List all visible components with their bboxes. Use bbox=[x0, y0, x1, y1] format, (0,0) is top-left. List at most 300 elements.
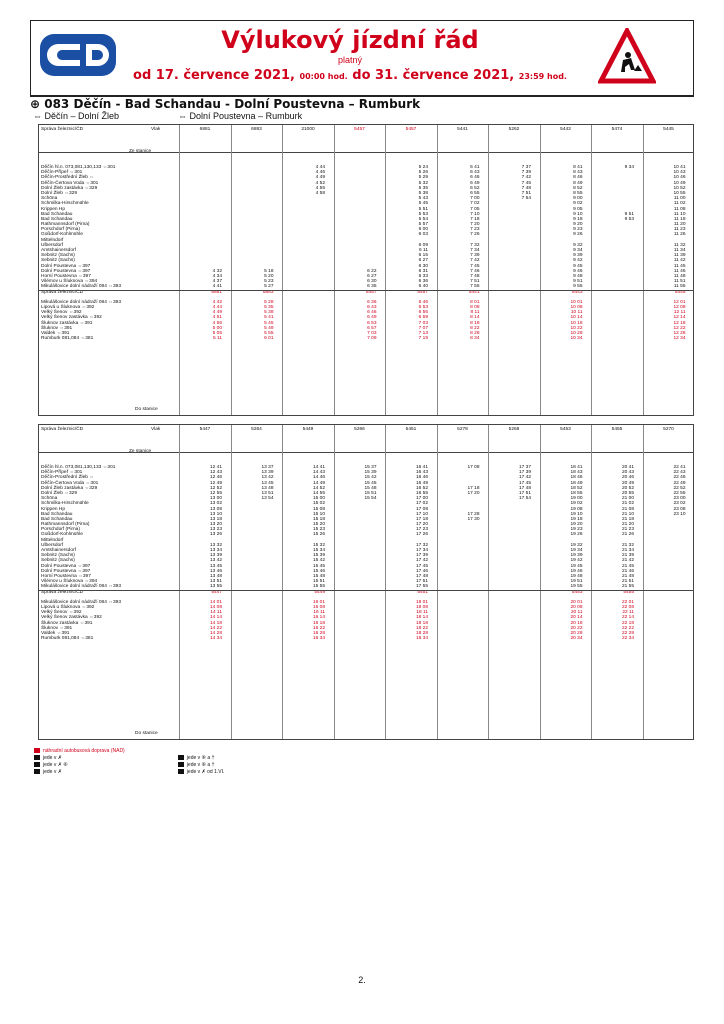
departure-time: 14 49 bbox=[312, 480, 325, 486]
departure-time: 4 32 bbox=[212, 268, 222, 274]
departure-time: 8 49 bbox=[573, 180, 583, 186]
departure-time: 5447 bbox=[211, 589, 222, 595]
train-number: 6883 bbox=[251, 127, 262, 132]
departure-time: 5 55 bbox=[264, 331, 274, 336]
departure-time: 7 32 bbox=[470, 242, 480, 248]
departure-time: 9 32 bbox=[573, 242, 583, 248]
departure-time: 4 46 bbox=[315, 170, 325, 176]
departure-time: 16 46 bbox=[415, 475, 428, 481]
departure-time: 16 28 bbox=[312, 631, 325, 636]
departure-time: 17 20 bbox=[415, 522, 428, 528]
station-name: Dolní Poustevna ⇔397 bbox=[41, 263, 91, 269]
departure-time: 4 41 bbox=[212, 284, 222, 290]
departure-time: 5 45 bbox=[264, 320, 274, 326]
station-name: Mikulášovice dolní nádraží 084 ⇔393 bbox=[41, 284, 121, 290]
station-name: Mikulášovice dolní nádraží 084 ⇔393 bbox=[41, 599, 121, 605]
departure-time: 6 40 bbox=[418, 284, 428, 290]
departure-time: 18 28 bbox=[415, 631, 428, 636]
legend: náhradní autobusová doprava (NAD) jede v ✗ jede v ✗ ⑥ jede v ✗ jede v ⑥ a † jede v ⑥ a † jede v ✗ od 1.VI. bbox=[34, 748, 224, 776]
departure-time: 14 14 bbox=[209, 615, 222, 621]
departure-time: 9 46 bbox=[573, 268, 583, 274]
departure-time: 19 39 bbox=[570, 553, 583, 559]
departure-time: 5445 bbox=[674, 289, 686, 295]
departure-time: 9 34 bbox=[624, 165, 634, 170]
from-station-label: Ze stanice bbox=[129, 449, 152, 454]
departure-time: 15 54 bbox=[364, 496, 377, 502]
to-station-label: Do stanice bbox=[135, 407, 158, 412]
departure-time: 7 03 bbox=[418, 320, 428, 326]
station-name: Bad Schandau bbox=[41, 216, 73, 222]
section-divider bbox=[39, 290, 693, 291]
route-sub-2: ⇔ Dolní Poustevna – Rumburk bbox=[178, 111, 303, 121]
train-number: 5474 bbox=[611, 127, 623, 132]
departure-time: 13 18 bbox=[209, 516, 222, 522]
departure-time: 4 44 bbox=[212, 305, 222, 311]
station-list bbox=[39, 165, 179, 341]
departure-time: 17 45 bbox=[415, 563, 428, 569]
departure-time: 16 22 bbox=[312, 625, 325, 631]
departure-time: 11 26 bbox=[673, 232, 686, 238]
departure-time: 22 08 bbox=[621, 605, 634, 611]
departure-time: 18 43 bbox=[570, 470, 583, 476]
departure-time: 21 32 bbox=[621, 542, 634, 548]
departure-time: 4 51 bbox=[212, 315, 222, 321]
departure-time: 19 34 bbox=[570, 548, 583, 553]
departure-time: 5 11 bbox=[213, 336, 222, 342]
station-name: Šluknov ⇔391 bbox=[41, 625, 73, 631]
departure-time: 15 10 bbox=[312, 511, 325, 517]
station-name: Porschdorf (Pirna) bbox=[41, 227, 80, 233]
departure-time: 15 48 bbox=[312, 573, 325, 579]
departure-time: 14 43 bbox=[312, 470, 325, 476]
station-name: Správa železnic/ČD bbox=[41, 589, 84, 595]
validity-dates: od 17. července 2021, 00:00 hod. do 31. července 2021, 23:59 hod. bbox=[133, 68, 567, 83]
station-name: Sebnitz (Sachs) bbox=[41, 258, 75, 264]
column-divider bbox=[179, 125, 180, 415]
departure-time: 13 37 bbox=[261, 465, 274, 470]
departure-time: 11 23 bbox=[673, 227, 686, 233]
departure-time: 11 18 bbox=[673, 216, 686, 222]
column-divider bbox=[591, 125, 592, 415]
column-divider bbox=[179, 425, 180, 739]
departure-time: 17 34 bbox=[415, 548, 428, 553]
column-divider bbox=[488, 125, 489, 415]
departure-time: 14 22 bbox=[209, 625, 222, 631]
departure-time: 21 34 bbox=[621, 548, 634, 553]
station-name: Amtshainersdorf bbox=[41, 248, 76, 253]
departure-time: 12 41 bbox=[209, 465, 222, 470]
station-name: Ulbersdorf bbox=[41, 242, 64, 248]
departure-time: 15 51 bbox=[364, 490, 377, 496]
departure-time: 7 46 bbox=[470, 268, 480, 274]
departure-time: 9 18 bbox=[573, 216, 583, 222]
departure-time: 6 31 bbox=[418, 268, 428, 274]
departure-time: 5443 bbox=[571, 289, 583, 295]
departure-time: 16 43 bbox=[415, 470, 428, 476]
departure-time: 17 30 bbox=[467, 516, 480, 522]
station-name: Amtshainersdorf bbox=[41, 548, 76, 553]
departure-time: 10 28 bbox=[570, 331, 583, 336]
departure-time: 21 46 bbox=[621, 568, 634, 574]
departure-time: 22 28 bbox=[621, 631, 634, 636]
time-column bbox=[546, 465, 586, 641]
departure-time: 13 32 bbox=[209, 542, 222, 548]
departure-time: 7 45 bbox=[521, 180, 531, 186]
departure-time: 5 35 bbox=[418, 185, 428, 191]
column-divider bbox=[282, 425, 283, 739]
departure-time: 4 34 bbox=[212, 273, 222, 279]
departure-time: 6 55 bbox=[470, 190, 480, 196]
departure-time: 17 08 bbox=[467, 465, 480, 470]
departure-time: 15 18 bbox=[312, 516, 325, 522]
station-name: Šluknov ⇔391 bbox=[41, 325, 73, 331]
departure-time: 21 08 bbox=[621, 506, 634, 512]
departure-time: 19 08 bbox=[570, 506, 583, 512]
station-name: Krippen Hp bbox=[41, 506, 65, 512]
departure-time: 7 07 bbox=[418, 325, 428, 331]
train-number: 5266 bbox=[354, 427, 365, 432]
departure-time: 5451 bbox=[417, 589, 428, 595]
departure-time: 22 01 bbox=[621, 599, 634, 605]
departure-time: 18 49 bbox=[570, 480, 583, 486]
departure-time: 17 02 bbox=[415, 501, 428, 507]
time-column bbox=[494, 465, 534, 641]
departure-time: 22 43 bbox=[673, 470, 686, 476]
departure-time: 5 23 bbox=[264, 279, 274, 285]
departure-time: 10 14 bbox=[570, 315, 583, 321]
station-name: Velký Šenov zastávka ⇔392 bbox=[41, 615, 102, 621]
departure-time: 17 39 bbox=[415, 553, 428, 559]
departure-time: 13 20 bbox=[209, 522, 222, 528]
departure-time: 5 35 bbox=[264, 305, 274, 311]
train-number: 5455 bbox=[611, 427, 623, 432]
departure-time: 14 11 bbox=[210, 610, 222, 616]
departure-time: 6 43 bbox=[470, 170, 480, 176]
departure-time: 6 56 bbox=[418, 310, 428, 316]
departure-time: 7 45 bbox=[470, 263, 480, 269]
cd-logo-icon bbox=[38, 30, 118, 80]
departure-time: 10 49 bbox=[673, 180, 686, 186]
departure-time: 16 18 bbox=[312, 620, 325, 626]
departure-time: 19 46 bbox=[570, 568, 583, 574]
departure-time: 18 22 bbox=[415, 625, 428, 631]
departure-time: 9 10 bbox=[573, 211, 583, 217]
station-name: Rumburk 081,084 ⇔381 bbox=[41, 336, 94, 342]
departure-time: 4 49 bbox=[315, 175, 325, 181]
station-name: Porschdorf (Pirna) bbox=[41, 527, 80, 533]
departure-time: 5 24 bbox=[418, 165, 428, 170]
departure-time: 18 14 bbox=[415, 615, 428, 621]
departure-time: 13 51 bbox=[209, 579, 222, 585]
departure-time: 7 39 bbox=[521, 170, 531, 176]
station-name: Dolní Žleb zastávka ⇔329 bbox=[41, 185, 98, 191]
departure-time: 20 43 bbox=[621, 470, 634, 476]
departure-time: 5449 bbox=[314, 589, 325, 595]
departure-time: 23 08 bbox=[673, 506, 686, 512]
departure-time: 15 42 bbox=[312, 558, 325, 564]
train-number: 5264 bbox=[251, 427, 262, 432]
departure-time: 13 55 bbox=[209, 584, 222, 590]
station-name: Valdek ⇔391 bbox=[41, 331, 70, 336]
departure-time: 16 11 bbox=[313, 610, 325, 616]
from-station-label: Ze stanice bbox=[129, 149, 152, 154]
station-name: Velký Šenov zastávka ⇔392 bbox=[41, 315, 102, 321]
departure-time: 5 05 bbox=[212, 331, 222, 336]
time-column bbox=[649, 165, 689, 341]
train-label: Vlak bbox=[151, 127, 161, 132]
departure-time: 13 23 bbox=[209, 527, 222, 533]
departure-time: 8 18 bbox=[470, 320, 480, 326]
departure-time: 21 00 bbox=[621, 496, 634, 502]
departure-time: 7 42 bbox=[470, 258, 480, 264]
departure-time: 17 08 bbox=[415, 506, 428, 512]
departure-time: 7 48 bbox=[470, 273, 480, 279]
departure-time: 13 02 bbox=[209, 501, 222, 507]
departure-time: 21 10 bbox=[621, 511, 634, 517]
departure-time bbox=[649, 636, 686, 641]
departure-time: 5441 bbox=[468, 289, 480, 295]
station-name: Šluknov zastávka ⇔391 bbox=[41, 320, 93, 326]
station-name: Schmilka-Hirschmühle bbox=[41, 201, 89, 207]
time-column bbox=[185, 165, 225, 341]
departure-time: 9 20 bbox=[573, 222, 583, 228]
time-column bbox=[391, 465, 431, 641]
departure-time: 9 39 bbox=[573, 253, 583, 259]
train-number: 5449 bbox=[302, 427, 314, 432]
departure-time: 22 11 bbox=[622, 610, 634, 616]
departure-time: 8 41 bbox=[573, 165, 583, 170]
departure-time: 4 55 bbox=[315, 185, 325, 191]
departure-time: 15 39 bbox=[312, 553, 325, 559]
departure-time: 11 55 bbox=[673, 284, 686, 290]
departure-time: 11 46 bbox=[673, 268, 686, 274]
time-column bbox=[649, 465, 689, 641]
departure-time: 17 26 bbox=[415, 532, 428, 538]
departure-time: 13 42 bbox=[209, 558, 222, 564]
departure-time: 13 54 bbox=[261, 496, 274, 502]
train-number: 5447 bbox=[199, 427, 211, 432]
column-divider bbox=[540, 425, 541, 739]
departure-time: 22 14 bbox=[621, 615, 634, 621]
departure-time: 19 20 bbox=[570, 522, 583, 528]
departure-time: 17 32 bbox=[415, 542, 428, 548]
departure-time: 12 18 bbox=[673, 320, 686, 326]
departure-time: 5457 bbox=[365, 289, 377, 295]
departure-time: 22 18 bbox=[621, 620, 634, 626]
departure-time: 5 38 bbox=[264, 310, 274, 316]
departure-time: 4 49 bbox=[212, 310, 222, 316]
departure-time: 20 49 bbox=[621, 480, 634, 486]
departure-time: 7 51 bbox=[521, 190, 531, 196]
station-name: Rathmannsdorf (Pirna) bbox=[41, 222, 90, 228]
departure-time: 5 45 bbox=[418, 201, 428, 207]
departure-time: 7 05 bbox=[470, 206, 480, 212]
departure-time: 16 55 bbox=[415, 490, 428, 496]
train-number: 5441 bbox=[457, 127, 468, 132]
departure-time: 17 10 bbox=[415, 511, 428, 517]
departure-time: 15 39 bbox=[364, 470, 377, 476]
station-name: Schöna bbox=[41, 196, 58, 202]
departure-time: 5 20 bbox=[264, 273, 274, 279]
station-name: Sebnitz (Sachs) bbox=[41, 553, 75, 559]
departure-time: 7 09 bbox=[367, 336, 377, 342]
departure-time: 23 00 bbox=[673, 496, 686, 502]
departure-time: 20 18 bbox=[570, 620, 583, 626]
departure-time: 7 23 bbox=[470, 227, 480, 233]
station-name: Bad Schandau bbox=[41, 511, 73, 517]
route-sub-1: ⇔ Děčín – Dolní Žleb bbox=[33, 111, 120, 121]
train-number: 5457 bbox=[405, 127, 417, 132]
departure-time: 12 14 bbox=[673, 315, 686, 321]
departure-time: 14 28 bbox=[209, 631, 222, 636]
departure-time: 14 41 bbox=[312, 465, 325, 470]
departure-time: 5 54 bbox=[418, 216, 428, 222]
departure-time: 8 34 bbox=[470, 336, 480, 342]
departure-time: 8 11 bbox=[470, 310, 480, 316]
departure-time bbox=[597, 336, 634, 341]
departure-time: 6 57 bbox=[367, 325, 377, 331]
departure-time: 20 22 bbox=[570, 625, 583, 631]
departure-time: 15 02 bbox=[312, 501, 325, 507]
departure-time: 22 41 bbox=[673, 465, 686, 470]
departure-time: 5 57 bbox=[418, 222, 428, 228]
departure-time: 12 49 bbox=[209, 480, 222, 486]
departure-time: 17 42 bbox=[415, 558, 428, 564]
departure-time: 5453 bbox=[571, 589, 583, 595]
departure-time: 18 11 bbox=[416, 610, 428, 616]
departure-time: 16 41 bbox=[415, 465, 428, 470]
departure-time: 11 34 bbox=[673, 248, 686, 253]
departure-time: 5457 bbox=[417, 289, 428, 295]
departure-time: 11 48 bbox=[673, 273, 686, 279]
departure-time: 4 58 bbox=[315, 190, 325, 196]
departure-time: 7 00 bbox=[470, 196, 480, 202]
departure-time: 13 34 bbox=[209, 548, 222, 553]
departure-time: 6881 bbox=[211, 289, 222, 295]
route-heading: ⊕ 083 Děčín - Bad Schandau - Dolní Poustevna – Rumburk bbox=[30, 97, 421, 111]
column-divider bbox=[231, 125, 232, 415]
departure-time: 9 51 bbox=[573, 279, 583, 285]
departure-time: 11 00 bbox=[673, 196, 686, 202]
departure-time: 14 08 bbox=[209, 605, 222, 611]
departure-time: 15 08 bbox=[312, 506, 325, 512]
departure-time: 6 46 bbox=[470, 175, 480, 181]
departure-time: 23 02 bbox=[673, 501, 686, 507]
departure-time bbox=[494, 336, 531, 341]
departure-time: 11 51 bbox=[673, 279, 686, 285]
valid-label: platný bbox=[337, 55, 363, 65]
departure-time: 15 51 bbox=[312, 579, 325, 585]
departure-time: 10 43 bbox=[673, 170, 686, 176]
departure-time: 20 08 bbox=[570, 605, 583, 611]
departure-time: 12 11 bbox=[673, 310, 686, 316]
departure-time: 21 39 bbox=[621, 553, 634, 559]
station-name: Děčín-Přípeř ⇔301 bbox=[41, 470, 83, 476]
departure-time: 10 08 bbox=[570, 305, 583, 311]
station-name: Děčín-Čertova Voda ⇔301 bbox=[41, 180, 99, 186]
departure-time: 5 43 bbox=[418, 196, 428, 202]
departure-time: 15 48 bbox=[364, 485, 377, 491]
departure-time: 15 45 bbox=[364, 480, 377, 486]
departure-time bbox=[288, 336, 325, 341]
departure-time: 12 34 bbox=[673, 336, 686, 342]
departure-time: 19 10 bbox=[570, 511, 583, 517]
departure-time: 20 52 bbox=[621, 485, 634, 491]
departure-time: 6 41 bbox=[470, 165, 480, 170]
departure-time bbox=[237, 636, 274, 641]
departure-time: 7 37 bbox=[521, 165, 531, 170]
departure-time: 8 43 bbox=[573, 170, 583, 176]
section-divider bbox=[39, 590, 693, 591]
departure-time: 14 34 bbox=[209, 636, 222, 642]
train-number: 5445 bbox=[663, 127, 674, 132]
departure-time: 16 34 bbox=[312, 636, 325, 642]
time-column bbox=[597, 165, 637, 341]
departure-time bbox=[494, 636, 531, 641]
departure-time: 6 33 bbox=[418, 273, 428, 279]
departure-time: 6 30 bbox=[418, 263, 428, 269]
train-number: 5453 bbox=[560, 427, 571, 432]
station-name: Bad Schandau bbox=[41, 516, 73, 522]
station-name: Lipová u Šluknova ⇔392 bbox=[41, 305, 95, 311]
train-number: 5443 bbox=[560, 127, 571, 132]
departure-time: 12 46 bbox=[209, 475, 222, 481]
train-number: 21000 bbox=[301, 127, 315, 132]
column-divider bbox=[385, 125, 386, 415]
departure-time: 17 48 bbox=[415, 573, 428, 579]
train-number: 5278 bbox=[457, 427, 468, 432]
departure-time: 9 00 bbox=[573, 196, 583, 202]
departure-time: 21 23 bbox=[621, 527, 634, 533]
departure-time: 8 01 bbox=[470, 299, 480, 305]
departure-time: 21 51 bbox=[621, 579, 634, 585]
station-name: Mikulášovice dolní nádraží 084 ⇔393 bbox=[41, 584, 121, 590]
departure-time: 9 26 bbox=[573, 232, 583, 238]
departure-time: 9 55 bbox=[573, 284, 583, 290]
station-name: Lipová u Šluknova ⇔392 bbox=[41, 605, 95, 611]
timetable-upper bbox=[38, 124, 694, 416]
station-name: Dolní Poustevna ⇔397 bbox=[41, 563, 91, 569]
departure-time: 5 32 bbox=[418, 180, 428, 186]
departure-time: 15 00 bbox=[312, 496, 325, 502]
departure-time: 6 11 bbox=[419, 248, 428, 253]
departure-time: 4 42 bbox=[212, 299, 222, 305]
column-divider bbox=[334, 425, 335, 739]
departure-time: 22 34 bbox=[621, 636, 634, 642]
station-name: Mittelndorf bbox=[41, 237, 64, 243]
station-name: Sebnitz (Sachs) bbox=[41, 558, 75, 564]
departure-time: 6 27 bbox=[418, 258, 428, 264]
time-column bbox=[288, 165, 328, 341]
departure-time: 17 37 bbox=[518, 465, 531, 470]
column-divider bbox=[231, 425, 232, 739]
departure-time: 5 53 bbox=[418, 211, 428, 217]
departure-time: 8 28 bbox=[470, 331, 480, 336]
station-name: Děčín hl.n. 073,081,130,133 ⇔301 bbox=[41, 465, 116, 470]
station-name: Velký Šenov ⇔392 bbox=[41, 610, 82, 616]
departure-time: 6 43 bbox=[367, 305, 377, 311]
departure-time: 6 00 bbox=[418, 227, 428, 233]
departure-time: 17 51 bbox=[518, 490, 531, 496]
departure-time: 12 01 bbox=[673, 299, 686, 305]
station-list bbox=[39, 465, 179, 641]
departure-time: 8 55 bbox=[573, 190, 583, 196]
departure-time: 12 28 bbox=[673, 331, 686, 336]
station-name: Dolní Žleb ⇔329 bbox=[41, 190, 77, 196]
station-name: Ulbersdorf bbox=[41, 542, 64, 548]
column-divider bbox=[643, 125, 644, 415]
departure-time: 18 01 bbox=[415, 599, 428, 605]
